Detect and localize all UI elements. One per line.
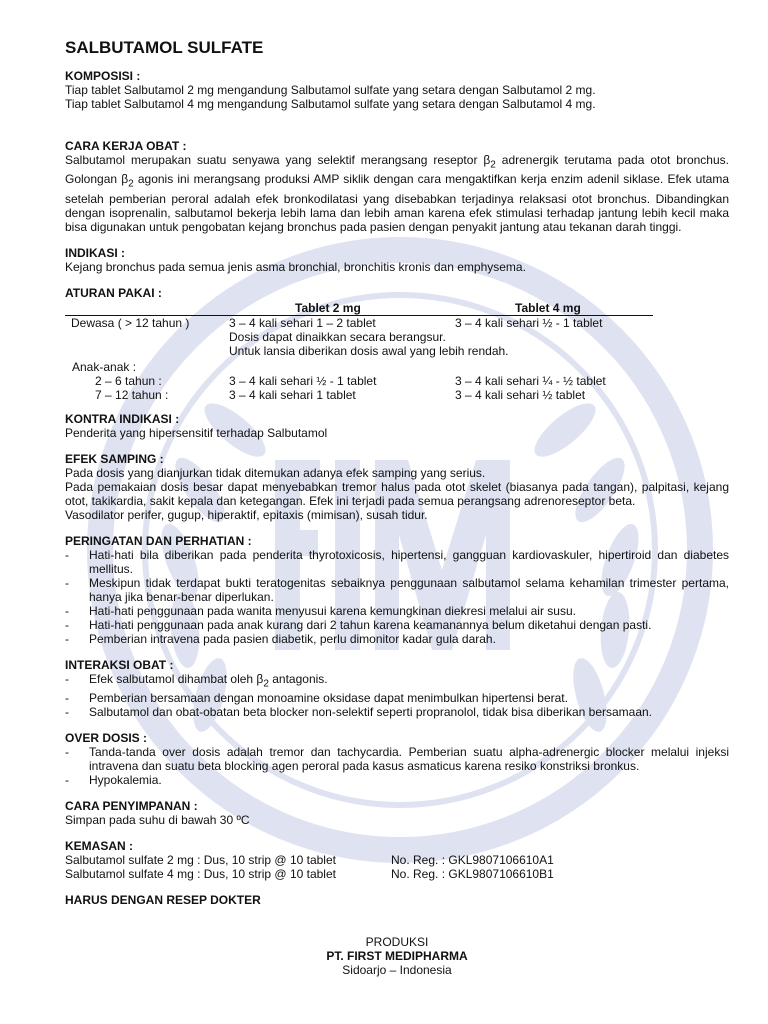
penyimpanan-heading: CARA PENYIMPANAN : xyxy=(65,799,198,814)
dosage-note-2: Untuk lansia diberikan dosis awal yang lebih rendah. xyxy=(229,343,509,358)
komposisi-line-2: Tiap tablet Salbutamol 4 mg mengandung Salbutamol sulfate yang setara dengan Salbutamol 4 mg. xyxy=(65,97,596,111)
kemasan-row-1: Salbutamol sulfate 2 mg : Dus, 10 strip @ 10 tablet No. Reg. : GKL9807106610A1 xyxy=(65,853,554,868)
list-item: - Hati-hati penggunaan pada anak kurang dari 2 tahun karena keamanannya belum diketahui dengan pasti. xyxy=(65,618,729,632)
list-item: - Pemberian bersamaan dengan monoamine oksidase dapat menimbulkan hipertensi berat. xyxy=(65,691,729,705)
dosage-note-1: Dosis dapat dinaikkan secara berangsur. xyxy=(229,329,446,344)
resep-notice: HARUS DENGAN RESEP DOKTER xyxy=(65,893,261,908)
komposisi-line-1: Tiap tablet Salbutamol 2 mg mengandung Salbutamol sulfate yang setara dengan Salbutamol 2 mg. xyxy=(65,83,596,97)
indikasi-heading: INDIKASI : xyxy=(65,245,125,260)
indikasi-text: Kejang bronchus pada semua jenis asma bronchial, bronchitis kronis dan emphysema. xyxy=(65,259,526,274)
over-dosis-heading: OVER DOSIS : xyxy=(65,731,148,746)
dosage-row1-label: 2 – 6 tahun : xyxy=(95,373,162,388)
list-item: - Efek salbutamol dihambat oleh $\beta_2$ antagonis. xyxy=(65,672,729,691)
efek-line-1: Pada dosis yang dianjurkan tidak ditemukan adanya efek samping yang serius. xyxy=(65,465,486,480)
footer-location: Sidoarjo – Indonesia xyxy=(342,963,452,978)
interaksi-list xyxy=(65,672,729,719)
dosage-dewasa-2mg: 3 – 4 kali sehari 1 – 2 tablet xyxy=(229,315,376,330)
footer xyxy=(65,935,729,977)
dosage-dewasa-4mg: 3 – 4 kali sehari ½ - 1 tablet xyxy=(455,315,603,330)
footer-produksi: PRODUKSI xyxy=(365,935,429,950)
over-dosis-list xyxy=(65,745,729,787)
dosage-row2-4mg: 3 – 4 kali sehari ½ tablet xyxy=(455,387,586,402)
list-item: - Hati-hati penggunaan pada wanita menyusui karena kemungkinan diekresi melalui air susu. xyxy=(65,604,729,618)
dosage-row1-4mg: 3 – 4 kali sehari ¼ - ½ tablet xyxy=(455,373,606,388)
document-page xyxy=(65,38,729,977)
list-item: - Meskipun tidak terdapat bukti teratogenitas sebaiknya penggunaan salbutamol selama kehamilan trimester pertama, hanya jika benar-benar diperlukan. xyxy=(65,576,729,604)
footer-company: PT. FIRST MEDIPHARMA xyxy=(326,949,468,964)
dosage-col-2mg: Tablet 2 mg xyxy=(295,300,361,315)
penyimpanan-text: Simpan pada suhu di bawah 30 ºC xyxy=(65,813,250,828)
dosage-row1-2mg: 3 – 4 kali sehari ½ - 1 tablet xyxy=(229,373,377,388)
list-item: - Hati-hati bila diberikan pada penderita thyrotoxicosis, hipertensi, gangguan kardiovaskuler, hipertiroid dan diabetes mellitus. xyxy=(65,548,729,576)
kontra-heading: KONTRA INDIKASI : xyxy=(65,411,180,426)
list-item: - Pemberian intravena pada pasien diabetik, perlu dimonitor kadar gula darah. xyxy=(65,632,729,646)
peringatan-heading: PERINGATAN DAN PERHATIAN : xyxy=(65,533,252,548)
kemasan-heading: KEMASAN : xyxy=(65,839,133,854)
interaksi-heading: INTERAKSI OBAT : xyxy=(65,657,174,672)
efek-line-3: Vasodilator perifer, gugup, hiperaktif, epitaxis (mimisan), susah tidur. xyxy=(65,507,428,522)
cara-kerja-text: Salbutamol merupakan suatu senyawa yang selektif merangsang reseptor $\beta_2$ adrenergik terutama pada otot bronchus. Golongan $\beta_2$ agonis ini merangsang produksi AMP siklik dengan cara mengaktifkan kerja enzim adenil siklase. Efek utama setelah pemberian peroral adalah efek bronkodilatasi yang disebabkan terjadinya relaksasi otot bronchus. Dibandingkan dengan isoprenalin, salbutamol bekerja lebih lama dan lebih aman karena efek stimulasi terhadap jantung lebih kecil maka bisa digunakan untuk pengobatan kejang bronchus pada pasien dengan penyakit jantung atau tekanan darah tinggi. xyxy=(65,153,730,234)
list-item: - Salbutamol dan obat-obatan beta blocker non-selektif seperti propranolol, tidak bisa diberikan bersamaan. xyxy=(65,705,729,719)
dosage-anak-label: Anak-anak : xyxy=(72,359,137,374)
dosage-col-4mg: Tablet 4 mg xyxy=(515,300,581,315)
komposisi-heading: KOMPOSISI : xyxy=(65,69,141,83)
dosage-table xyxy=(65,300,653,412)
dosage-row2-label: 7 – 12 tahun : xyxy=(95,387,169,402)
aturan-pakai-heading: ATURAN PAKAI : xyxy=(65,285,162,300)
efek-line-2: Pada pemakaian dosis besar dapat menyebabkan tremor halus pada otot skelet (biasanya pada tangan), palpitasi, kejang otot, takikardia, sakit kepala dan ketegangan. Efek ini terjadi pada semua perangsang adrenoreseptor beta. xyxy=(65,479,729,508)
kemasan-row-2: Salbutamol sulfate 4 mg : Dus, 10 strip @ 10 tablet No. Reg. : GKL9807106610B1 xyxy=(65,867,554,882)
cara-kerja-heading: CARA KERJA OBAT : xyxy=(65,139,187,153)
kontra-text: Penderita yang hipersensitif terhadap Salbutamol xyxy=(65,425,328,440)
document-title: SALBUTAMOL SULFATE xyxy=(65,38,264,57)
dosage-row2-2mg: 3 – 4 kali sehari 1 tablet xyxy=(229,387,356,402)
list-item: - Tanda-tanda over dosis adalah tremor dan tachycardia. Pemberian suatu alpha-adrenergic blocker melalui injeksi intravena dan suatu beta blocking agen peroral pada kasus asmaticus karena resiko konstriksi bronkus. xyxy=(65,745,729,773)
peringatan-list xyxy=(65,548,729,646)
dosage-dewasa-label: Dewasa ( > 12 tahun ) xyxy=(71,315,190,330)
efek-heading: EFEK SAMPING : xyxy=(65,451,164,466)
list-item: - Hypokalemia. xyxy=(65,773,729,787)
